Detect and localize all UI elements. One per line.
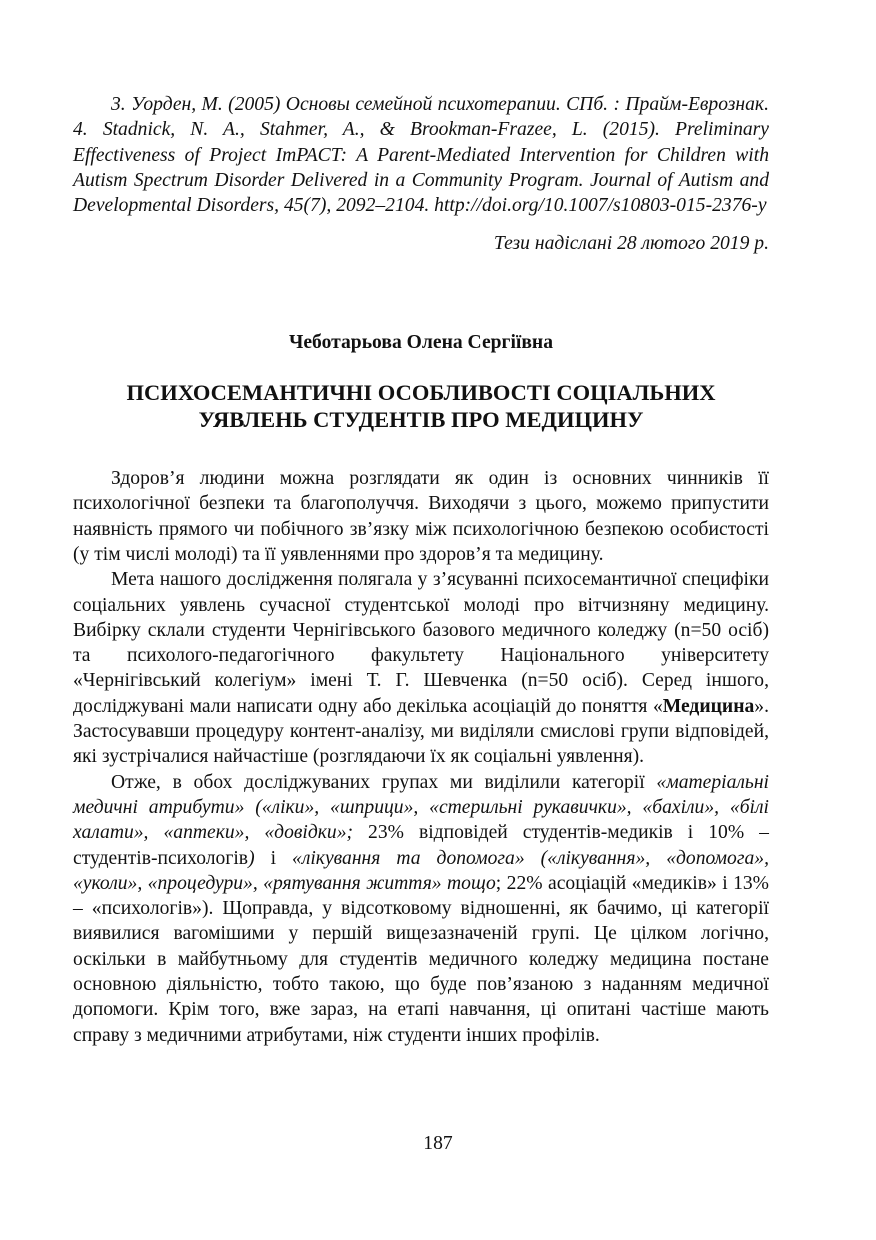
- category-material-attributes: «матеріальні медичні атрибути» («ліки», «шприци», «стерильні рукавички», «бахіли», «білі халати», «аптеки», «довідки»;: [73, 771, 769, 844]
- paragraph-1: Здоров’я людини можна розглядати як один із основних чинників її психологічної безпеки та благополуччя. Виходячи з цього, можемо припустити наявність прямого чи побічного зв’язку між психологічною безпекою особистості (у тім числі молоді) та її уявленнями про здоров’я та медицину.: [73, 468, 769, 565]
- paragraph-3-text-d: ; 22% асоціацій «медиків» і 13% – «психологів»). Щоправда, у відсотковому відношенні, як бачимо, ці категорії виявилися вагомішими у першій вищезазначеній групі. Це цілком логічно, оскільки в майбутньому для студентів медичного коледжу медицина постане основною діяльністю, тобто такою, що буде пов’язаною з наданням медичної допомоги. Крім того, вже зараз, на етапі навчання, ці опитані частіше мають справу з медичними атрибутами, ніж студенти інших профілів.: [73, 872, 769, 1046]
- author-name: Чеботарьова Олена Сергіївна: [288, 331, 553, 353]
- page-content: [73, 92, 769, 1048]
- submission-date: Тези надіслані 28 лютого 2019 р.: [493, 233, 769, 255]
- paragraph-3-text-c: і: [254, 847, 293, 869]
- paragraph-2-text-a: Мета нашого дослідження полягала у з’ясуванні психосемантичної специфіки соціальних уявлень сучасної студентської молоді про вітчизняну медицину. Вибірку склали студенти Чернігівського базового медичного коледжу (n=50 осіб) та психолого-педагогічного факультету Національного університету «Чернігівський колегіум» імені Т. Г. Шевченка (n=50 осіб). Серед іншого, досліджувані мали написати одну або декілька асоціацій до поняття «: [73, 569, 769, 717]
- paragraph-3-paren: ): [248, 847, 255, 869]
- paragraph-3: [73, 770, 769, 1048]
- term-medicine: Медицина: [662, 695, 755, 717]
- paragraph-2: [73, 567, 769, 769]
- page-number: 187: [423, 1133, 453, 1154]
- paragraph-2-text-b: ». Застосувавши процедуру контент-аналізу, ми виділяли смислові групи відповідей, які зустрічалися найчастіше (розглядаючи їх як соціальні уявлення).: [73, 695, 769, 768]
- article-body: [73, 466, 769, 1048]
- title-line-2: УЯВЛЕНЬ СТУДЕНТІВ ПРО МЕДИЦИНУ: [198, 407, 644, 433]
- reference-entry: 3. Уорден, М. (2005) Основы семейной психотерапии. СПб. : Прайм-Еврознак. 4. Stadnick, N. A., Stahmer, A., & Brookman-Frazee, L. (2015). Preliminary Effectiveness of Project ImPACT: A Parent-Mediated Intervention for Children with Autism Spectrum Disorder Delivered in a Community Program. Journal of Autism and Developmental Disorders, 45(7), 2092–2104. http://doi.org/10.1007/s10803-015-2376-y: [73, 94, 769, 217]
- title-line-1: ПСИХОСЕМАНТИЧНІ ОСОБЛИВОСТІ СОЦІАЛЬНИХ: [126, 380, 716, 406]
- article-title: [73, 379, 769, 433]
- category-treatment-help: «лікування та допомога» («лікування», «допомога», «уколи», «процедури», «рятування життя» тощо: [73, 847, 769, 894]
- paragraph-3-text-a: Отже, в обох досліджуваних групах ми виділили категорії: [111, 771, 657, 793]
- paragraph-3-text-b: 23% відповідей студентів-медиків і 10% – студентів-психологів: [73, 822, 769, 869]
